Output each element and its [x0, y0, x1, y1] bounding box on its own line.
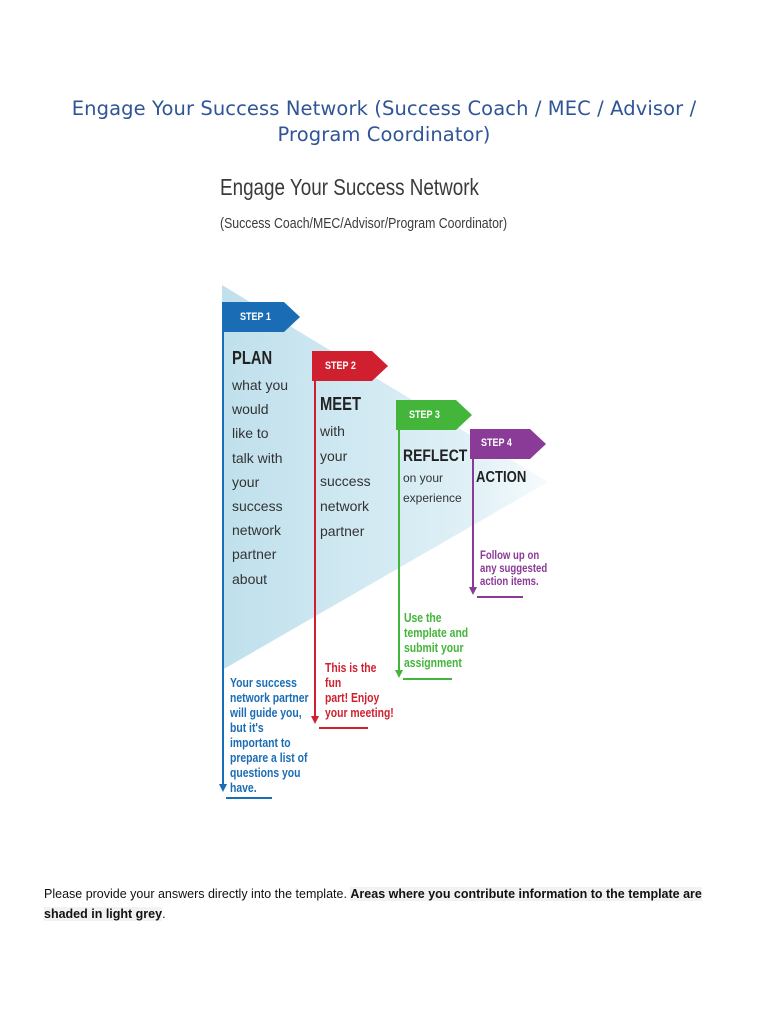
- step-2-body-line: your: [320, 448, 348, 464]
- infographic-title: Engage Your Success Network: [220, 174, 479, 200]
- step-1-note-line: have.: [230, 780, 257, 795]
- step-1-flag-label: STEP 1: [240, 311, 271, 323]
- step-1-body-line: what you: [232, 377, 289, 393]
- step-1-note-line: but it's: [230, 720, 264, 735]
- step-1-body-line: would: [232, 401, 269, 417]
- step-4-flag-label: STEP 4: [481, 437, 512, 449]
- step-4-note: [480, 549, 547, 588]
- instructions-text: Please provide your answers directly into the template.: [44, 887, 351, 901]
- step-2-body-line: network: [320, 498, 370, 514]
- step-2-body-line: with: [320, 423, 345, 439]
- step-1-arrowhead: [219, 784, 227, 792]
- step-2-note-line: This is the: [325, 660, 377, 675]
- instructions-paragraph: [44, 884, 724, 924]
- document-title-line-2: Program Coordinator): [277, 123, 491, 146]
- step-1-body-line: like to: [232, 425, 269, 441]
- step-2-heading: MEET: [320, 394, 362, 414]
- step-2-body-line: success: [320, 473, 371, 489]
- step-3-note-line: template and: [404, 625, 469, 640]
- step-3-arrowhead: [395, 670, 403, 678]
- step-1-note-line: network partner: [230, 690, 309, 705]
- instructions-bold-text: Areas where you contribute information to the template are shaded in light grey: [44, 887, 702, 921]
- step-3-flag-label: STEP 3: [409, 409, 440, 421]
- step-1-heading: PLAN: [232, 348, 273, 368]
- step-1-note: [230, 675, 309, 795]
- step-3-note: [404, 610, 468, 670]
- step-2-note: [325, 660, 394, 720]
- step-3-note-line: submit your: [404, 640, 464, 655]
- step-4-note-line: Follow up on: [480, 548, 540, 562]
- step-1-note-line: prepare a list of: [230, 750, 308, 765]
- step-1-body-line: about: [232, 571, 268, 587]
- document-title: [40, 96, 728, 148]
- step-1-note-line: will guide you,: [230, 705, 302, 720]
- step-3-body-line: experience: [403, 491, 462, 505]
- step-1-note-line: Your success: [230, 675, 297, 690]
- step-1-body-line: partner: [232, 546, 277, 562]
- step-4-arrowhead: [469, 587, 477, 595]
- step-3-note-line: Use the: [404, 610, 442, 625]
- step-2-note-line: part! Enjoy: [325, 690, 380, 705]
- step-3-body-line: on your: [403, 471, 444, 485]
- step-2-note-line: fun: [325, 675, 342, 690]
- step-2-flag-label: STEP 2: [325, 360, 356, 372]
- step-2-body-line: partner: [320, 523, 365, 539]
- success-network-infographic: [200, 160, 580, 810]
- step-4-heading: ACTION: [476, 469, 527, 486]
- step-3-heading: REFLECT: [403, 446, 468, 465]
- step-1-note-line: questions you: [230, 765, 301, 780]
- step-4-note-line: any suggested: [480, 561, 548, 575]
- step-1-body-line: your: [232, 474, 260, 490]
- step-2-note-line: your meeting!: [325, 705, 394, 720]
- step-3-note-line: assignment: [404, 655, 462, 670]
- instructions-end: .: [162, 907, 166, 921]
- document-title-line-1: Engage Your Success Network (Success Coach / MEC / Advisor /: [71, 97, 697, 120]
- step-1-body-line: talk with: [232, 450, 283, 466]
- step-1-body-line: success: [232, 498, 283, 514]
- step-1-body-line: network: [232, 522, 282, 538]
- step-4-note-line: action items.: [480, 574, 539, 588]
- infographic-subtitle: (Success Coach/MEC/Advisor/Program Coordinator): [220, 215, 508, 232]
- step-1-note-line: important to: [230, 735, 291, 750]
- step-2-arrowhead: [311, 716, 319, 724]
